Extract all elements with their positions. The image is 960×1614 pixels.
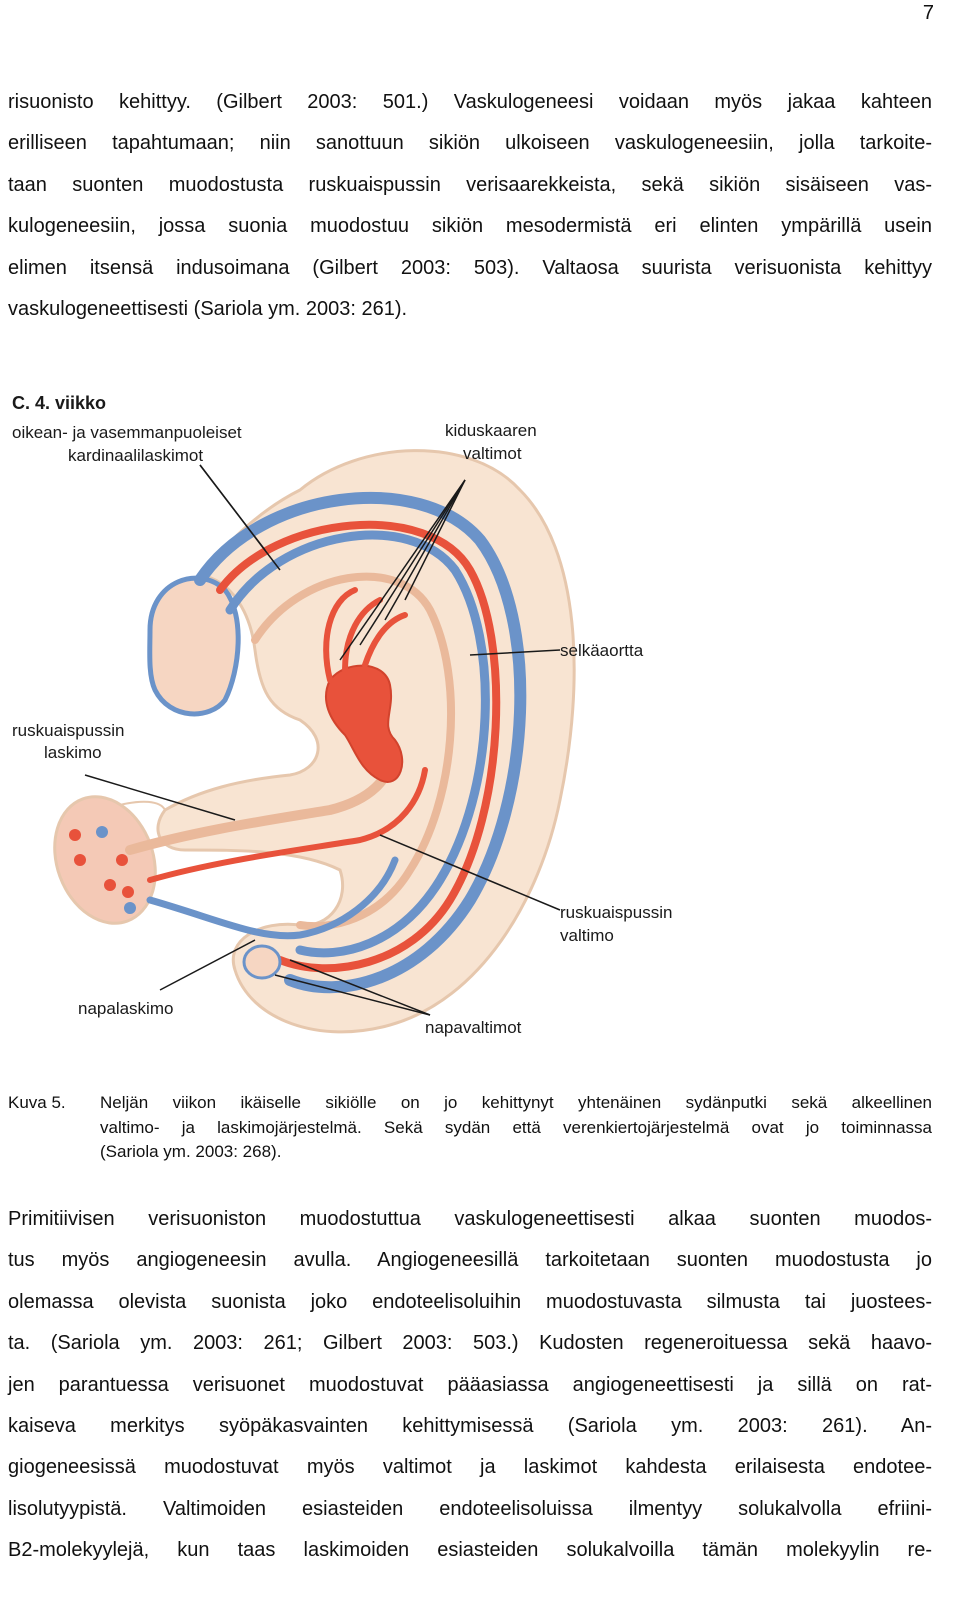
blood-dot	[116, 854, 128, 866]
blood-dot	[69, 829, 81, 841]
blood-dot	[74, 854, 86, 866]
blood-dot	[122, 886, 134, 898]
paragraph-line: giogeneesissä muodostuvat myös valtimot ja laskimot kahdesta erilaisesta endotee-	[8, 1456, 932, 1479]
paragraph-line: lisolutyypistä. Valtimoiden esiasteiden endoteelisoluissa ilmentyy solukalvolla efriini-	[8, 1497, 932, 1520]
paragraph-line: vaskulogeneettisesti (Sariola ym. 2003: 261).	[8, 298, 408, 321]
label-cardinal-veins-line2: kardinaalilaskimot	[68, 446, 204, 465]
embryo-illustration	[0, 380, 960, 1060]
blood-dot	[104, 879, 116, 891]
paragraph-1	[8, 82, 932, 330]
paragraph-line: risuonisto kehittyy. (Gilbert 2003: 501.) Vaskulogeneesi voidaan myös jakaa kahteen	[8, 91, 932, 113]
umbilical-loop	[244, 946, 280, 978]
caption-line: Neljän viikon ikäiselle sikiölle on jo kehittynyt yhtenäinen sydänputki sekä alkeellinen	[100, 1093, 932, 1112]
label-yolk-artery-line2: valtimo	[560, 926, 614, 945]
label-yolk-vein-line2: laskimo	[44, 743, 102, 762]
caption-line: (Sariola ym. 2003: 268).	[100, 1142, 282, 1161]
paragraph-line: kulogeneesiin, jossa suonia muodostuu sikiön mesodermistä eri elinten ympärillä usein	[8, 215, 932, 238]
label-yolk-vein-line1: ruskuaispussin	[12, 721, 125, 740]
label-gill-arteries-line1: kiduskaaren	[445, 421, 537, 440]
paragraph-2	[8, 1199, 932, 1572]
figure-title: C. 4. viikko	[12, 393, 107, 413]
paragraph-line: tus myös angiogeneesin avulla. Angiogeneesillä tarkoitetaan suonten muodostusta jo	[8, 1249, 932, 1272]
label-umbilical-arteries: napavaltimot	[425, 1018, 522, 1037]
paragraph-line: elimen itsensä indusoimana (Gilbert 2003: 503). Valtaosa suurista verisuonista kehittyy	[8, 256, 932, 279]
paragraph-line: B2-molekyylejä, kun taas laskimoiden esiasteiden solukalvoilla tämän molekyylin re-	[8, 1539, 932, 1562]
blood-dot	[124, 902, 136, 914]
paragraph-line: kaiseva merkitys syöpäkasvainten kehittymisessä (Sariola ym. 2003: 261). An-	[8, 1415, 932, 1438]
label-dorsal-aorta: selkäaortta	[560, 641, 644, 660]
paragraph-line: erilliseen tapahtumaan; niin sanottuun sikiön ulkoiseen vaskulogeneesiin, jolla tarkoite-	[8, 132, 932, 155]
embryo-circulation-figure	[0, 380, 960, 1060]
label-umbilical-vein: napalaskimo	[78, 999, 174, 1018]
paragraph-line: ta. (Sariola ym. 2003: 261; Gilbert 2003: 503.) Kudosten regeneroituessa sekä haavo-	[8, 1332, 932, 1355]
page-number: 7	[922, 2, 934, 24]
caption-line: valtimo- ja laskimojärjestelmä. Sekä sydän että verenkiertojärjestelmä ovat jo toiminnassa	[100, 1117, 932, 1137]
paragraph-line: olemassa olevista suonista joko endoteelisoluihin muodostuvasta silmusta tai juostees-	[8, 1290, 932, 1313]
caption-label: Kuva 5.	[8, 1093, 66, 1112]
label-cardinal-veins-line1: oikean- ja vasemmanpuoleiset	[12, 423, 242, 442]
paragraph-line: taan suonten muodostusta ruskuaispussin verisaarekkeista, sekä sikiön sisäiseen vas-	[8, 173, 932, 196]
figure-caption	[8, 1091, 932, 1165]
blood-dot	[96, 826, 108, 838]
label-yolk-artery-line1: ruskuaispussin	[560, 903, 673, 922]
head-vessel-plexus	[150, 578, 238, 714]
paragraph-line: jen parantuessa verisuonet muodostuvat pääasiassa angiogeneettisesti ja sillä on rat-	[8, 1373, 932, 1396]
label-gill-arteries-line2: valtimot	[463, 444, 522, 463]
umbilical-stalk	[38, 783, 173, 938]
paragraph-line: Primitiivisen verisuoniston muodostuttua vaskulogeneettisesti alkaa suonten muodos-	[8, 1208, 932, 1230]
